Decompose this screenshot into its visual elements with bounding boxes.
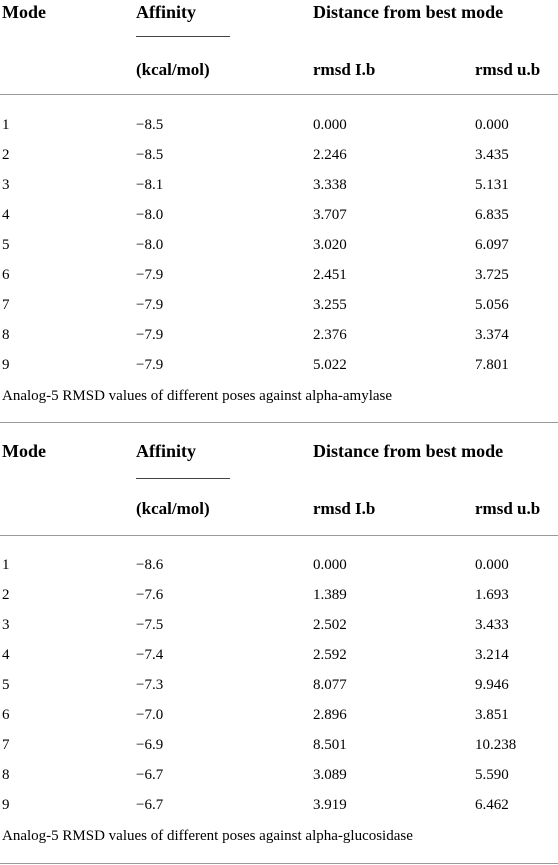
cell-rmsd-lb: 3.338 — [313, 177, 347, 193]
cell-affinity: −8.0 — [136, 237, 164, 253]
header-divider — [0, 94, 558, 95]
table-bottom-rule — [0, 863, 558, 864]
table-row — [0, 700, 558, 730]
cell-mode: 1 — [2, 557, 10, 573]
cell-affinity: −7.9 — [136, 267, 164, 283]
cell-mode: 9 — [2, 357, 10, 373]
cell-rmsd-ub: 5.131 — [475, 177, 509, 193]
cell-rmsd-lb: 8.501 — [313, 737, 347, 753]
header-rmsd-ub: rmsd u.b — [475, 499, 541, 518]
cell-rmsd-ub: 0.000 — [475, 557, 509, 573]
header-distance: Distance from best mode — [313, 2, 504, 22]
cell-rmsd-lb: 0.000 — [313, 557, 347, 573]
table-row — [0, 640, 558, 670]
table-row — [0, 140, 558, 170]
cell-rmsd-ub: 3.435 — [475, 147, 509, 163]
table-row — [0, 170, 558, 200]
header-affinity: Affinity — [136, 2, 196, 22]
header-affinity-unit: (kcal/mol) — [136, 60, 210, 79]
cell-mode: 3 — [2, 177, 10, 193]
header-rmsd-lb: rmsd I.b — [313, 60, 376, 79]
cell-rmsd-lb: 2.502 — [313, 617, 347, 633]
cell-rmsd-lb: 1.389 — [313, 587, 347, 603]
cell-rmsd-lb: 2.592 — [313, 647, 347, 663]
cell-rmsd-ub: 3.374 — [475, 327, 509, 343]
header-rmsd-lb: rmsd I.b — [313, 499, 376, 518]
cell-rmsd-lb: 3.707 — [313, 207, 347, 223]
cell-mode: 2 — [2, 147, 10, 163]
cell-mode: 8 — [2, 767, 10, 783]
table-caption: Analog-5 RMSD values of different poses against alpha-glucosidase — [2, 828, 413, 844]
header-mode: Mode — [2, 441, 46, 461]
cell-rmsd-ub: 5.590 — [475, 767, 509, 783]
cell-rmsd-ub: 9.946 — [475, 677, 509, 693]
cell-rmsd-ub: 5.056 — [475, 297, 509, 313]
cell-mode: 7 — [2, 297, 10, 313]
cell-rmsd-lb: 3.919 — [313, 797, 347, 813]
cell-mode: 5 — [2, 677, 10, 693]
cell-rmsd-ub: 6.097 — [475, 237, 509, 253]
header-rmsd-ub: rmsd u.b — [475, 60, 541, 79]
table-body — [0, 110, 558, 380]
cell-rmsd-lb: 3.255 — [313, 297, 347, 313]
cell-affinity: −7.9 — [136, 357, 164, 373]
cell-affinity: −8.5 — [136, 147, 164, 163]
cell-affinity: −8.0 — [136, 207, 164, 223]
cell-rmsd-ub: 3.214 — [475, 647, 509, 663]
table-caption: Analog-5 RMSD values of different poses against alpha-amylase — [2, 388, 393, 404]
cell-affinity: −7.6 — [136, 587, 164, 603]
cell-rmsd-lb: 2.246 — [313, 147, 347, 163]
header-distance: Distance from best mode — [313, 441, 504, 461]
table-amylase — [0, 0, 558, 423]
cell-mode: 6 — [2, 707, 10, 723]
cell-mode: 2 — [2, 587, 10, 603]
header-divider — [0, 535, 558, 536]
table-row — [0, 610, 558, 640]
table-row — [0, 290, 558, 320]
cell-rmsd-lb: 3.089 — [313, 767, 347, 783]
table-body — [0, 550, 558, 820]
cell-rmsd-ub: 1.693 — [475, 587, 509, 603]
cell-rmsd-ub: 3.433 — [475, 617, 509, 633]
cell-rmsd-lb: 0.000 — [313, 117, 347, 133]
cell-affinity: −6.7 — [136, 767, 164, 783]
cell-mode: 5 — [2, 237, 10, 253]
cell-affinity: −6.9 — [136, 737, 164, 753]
cell-mode: 4 — [2, 647, 10, 663]
cell-rmsd-lb: 5.022 — [313, 357, 347, 373]
cell-mode: 1 — [2, 117, 10, 133]
table-row — [0, 320, 558, 350]
cell-affinity: −8.5 — [136, 117, 164, 133]
table-row — [0, 260, 558, 290]
cell-affinity: −6.7 — [136, 797, 164, 813]
affinity-underline — [136, 36, 230, 37]
cell-rmsd-ub: 3.851 — [475, 707, 509, 723]
cell-affinity: −7.9 — [136, 327, 164, 343]
table-glucosidase — [0, 437, 558, 865]
cell-rmsd-lb: 2.896 — [313, 707, 347, 723]
cell-rmsd-ub: 6.835 — [475, 207, 509, 223]
table-row — [0, 200, 558, 230]
cell-mode: 4 — [2, 207, 10, 223]
cell-affinity: −7.5 — [136, 617, 164, 633]
cell-mode: 8 — [2, 327, 10, 343]
cell-affinity: −7.0 — [136, 707, 164, 723]
cell-rmsd-ub: 3.725 — [475, 267, 509, 283]
cell-mode: 6 — [2, 267, 10, 283]
cell-rmsd-lb: 8.077 — [313, 677, 347, 693]
table-row — [0, 110, 558, 140]
cell-rmsd-ub: 6.462 — [475, 797, 509, 813]
affinity-underline — [136, 478, 230, 479]
cell-affinity: −8.1 — [136, 177, 164, 193]
cell-rmsd-ub: 0.000 — [475, 117, 509, 133]
cell-rmsd-lb: 3.020 — [313, 237, 347, 253]
cell-affinity: −7.4 — [136, 647, 164, 663]
cell-rmsd-ub: 7.801 — [475, 357, 509, 373]
table-bottom-rule — [0, 422, 558, 423]
cell-affinity: −7.9 — [136, 297, 164, 313]
cell-rmsd-lb: 2.376 — [313, 327, 347, 343]
cell-rmsd-lb: 2.451 — [313, 267, 347, 283]
table-row — [0, 670, 558, 700]
table-row — [0, 730, 558, 760]
cell-affinity: −8.6 — [136, 557, 164, 573]
table-row — [0, 580, 558, 610]
cell-rmsd-ub: 10.238 — [475, 737, 517, 753]
table-row — [0, 760, 558, 790]
table-row — [0, 350, 558, 380]
cell-mode: 3 — [2, 617, 10, 633]
cell-mode: 7 — [2, 737, 10, 753]
cell-mode: 9 — [2, 797, 10, 813]
header-affinity-unit: (kcal/mol) — [136, 499, 210, 518]
header-mode: Mode — [2, 2, 46, 22]
cell-affinity: −7.3 — [136, 677, 164, 693]
header-affinity: Affinity — [136, 441, 196, 461]
table-row — [0, 790, 558, 820]
table-row — [0, 550, 558, 580]
table-row — [0, 230, 558, 260]
